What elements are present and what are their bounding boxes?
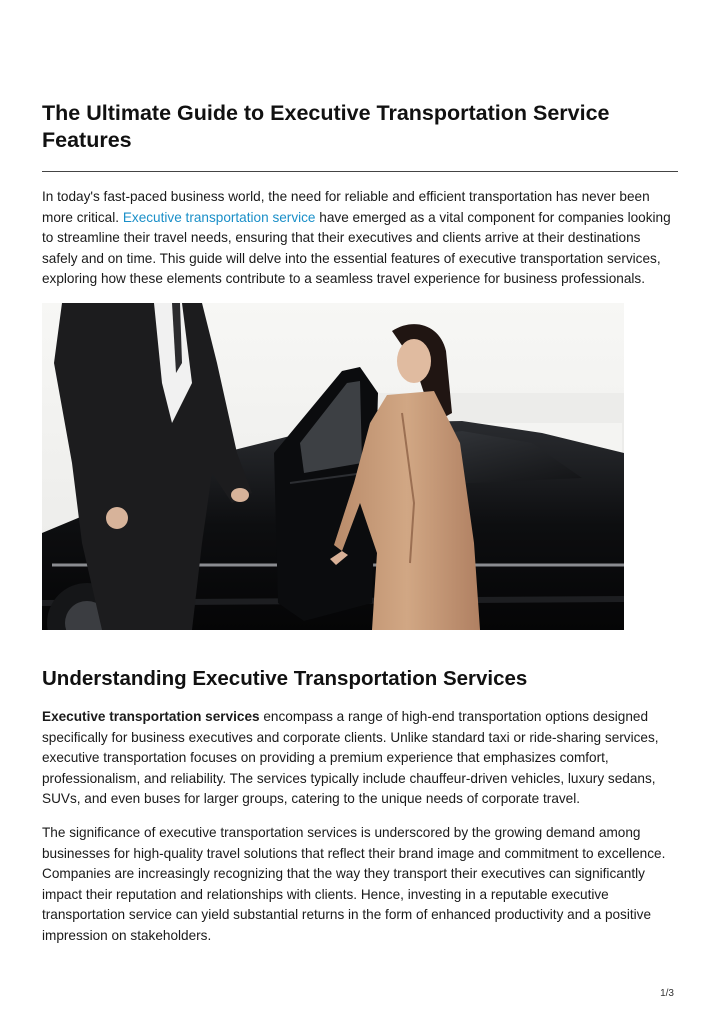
paragraph-text: encompass a range of high-end transportation options designed specifically for business executives and corporate clients. Unlike standard taxi or ride-sharing services, executive transportation focuses on providing a premium experience that emphasizes comfort, professionalism, and reliability. The services typically include chauffeur-driven vehicles, luxury sedans, SUVs, and even buses for larger groups, catering to the unique needs of corporate travel.	[42, 709, 659, 806]
chauffeur-opening-car-door-illustration	[42, 303, 624, 630]
title-divider	[42, 171, 678, 172]
hero-image	[42, 303, 624, 630]
intro-paragraph	[42, 187, 678, 290]
page-title: The Ultimate Guide to Executive Transportation Service Features	[42, 101, 610, 152]
intro-text-end: have emerged as a vital component for companies looking to streamline their travel needs, ensuring that their executives and clients arrive at their destinations safely and on time. This guide will delve into the essential features of executive transportation services, exploring how these elements contribute to a seamless travel experience for business professionals.	[42, 209, 671, 286]
bold-term: Executive transportation services	[42, 709, 260, 724]
section-heading: Understanding Executive Transportation Services	[42, 667, 528, 690]
page-number: 1/3	[660, 988, 674, 999]
intro-text-start: In today's fast-paced business world, the need for reliable and efficient transportation has never been more critical.	[42, 189, 650, 225]
section-paragraph-2: The significance of executive transportation services is underscored by the growing demand among businesses for high-quality travel solutions that reflect their brand image and commitment to excellence. Companies are increasingly recognizing that the way they transport their executives can significantly impact their reputation and relationships with clients. Hence, investing in a reputable executive transportation service can yield substantial returns in the form of enhanced productivity and a positive impression on stakeholders.	[42, 825, 666, 943]
section-paragraph-1	[42, 707, 678, 810]
executive-transportation-link[interactable]: Executive transportation service	[122, 209, 316, 225]
